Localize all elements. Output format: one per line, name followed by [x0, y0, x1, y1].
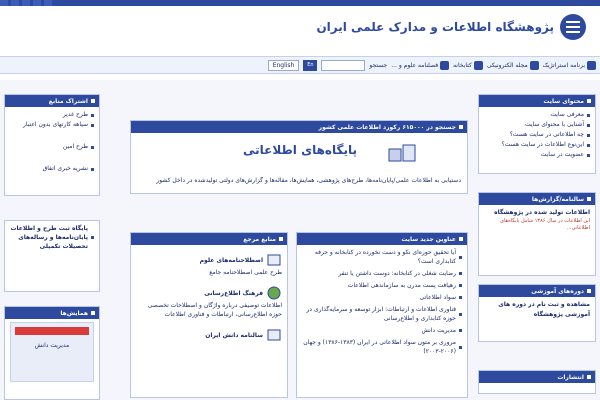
library-icon	[474, 61, 483, 70]
reference-desc: اطلاعات توصیفی درباره واژگان و اصطلاحات تخصصی حوزه اطلاع‌رسانی، ارتباطات و فناوری اطلاعات	[147, 302, 282, 318]
book-icon	[266, 252, 282, 268]
reference-item[interactable]	[136, 327, 282, 343]
nav-item-strategy[interactable]	[543, 61, 596, 70]
box-title: منابع مرجع	[243, 235, 276, 243]
list-item-label: معرفی سایت	[550, 111, 584, 118]
nav-item-ejournal[interactable]	[487, 61, 539, 70]
publications-box	[478, 370, 596, 394]
square-icon	[91, 99, 95, 103]
list-item[interactable]	[302, 293, 462, 302]
list-item-label: طرح امین	[62, 143, 88, 150]
reference-name: فرهنگ اطلاع‌رسانی	[204, 289, 263, 297]
list-item[interactable]	[10, 164, 94, 174]
square-icon	[587, 375, 591, 379]
list-item[interactable]	[484, 150, 590, 160]
reference-name: اصطلاحنامه‌های علوم	[199, 256, 263, 264]
header	[0, 6, 600, 54]
box-header	[479, 285, 595, 297]
nav-item-label: برنامه استراتژیک	[542, 61, 585, 69]
list-item-label: پایگاه ثبت طرح و اطلاعات پایان‌نامه‌ها و رساله‌های تحصیلات تکمیلی	[10, 225, 88, 250]
box-title: سالنامه‌/گزارش‌ها	[531, 195, 584, 203]
banner-description: دستیابی به اطلاعات علمی/پایان‌نامه‌ها، طرح‌های پژوهشی، همایش‌ها، مقاله‌ها و گزارش‌های دولتی تولیدشده در داخل کشور	[156, 177, 461, 184]
registration-box	[4, 220, 100, 292]
square-icon	[587, 197, 591, 201]
nav-item-label: کتابخانه	[453, 61, 472, 69]
list-item[interactable]	[302, 281, 462, 290]
list-item[interactable]	[484, 140, 590, 150]
list-item[interactable]	[302, 269, 462, 278]
nav-item-label: فصلنامه علوم و ...	[391, 61, 439, 69]
box-header	[131, 233, 287, 245]
training-box	[478, 284, 596, 342]
site-content-box	[478, 94, 596, 174]
list-item[interactable]	[10, 224, 94, 251]
nav-item-quarterly[interactable]	[391, 61, 449, 70]
search-label-text: جستجو	[369, 61, 388, 69]
reference-item[interactable]	[136, 252, 282, 268]
box-title: دوره‌های آموزشی	[531, 287, 584, 295]
conference-image[interactable]	[10, 322, 94, 382]
list-item-label: آشنایی با محتوای سایت	[524, 121, 584, 128]
banner-bar	[131, 121, 467, 133]
list-item-label: سیاهه کارتهای بدون اعتبار	[22, 121, 88, 128]
list-item-label: رضایت شغلی در کتابخانه: دوست داشتن یا تنفر	[338, 270, 456, 277]
language-button[interactable]: En	[303, 60, 317, 71]
reference-item[interactable]	[136, 285, 282, 301]
list-item[interactable]	[10, 110, 94, 120]
ejournal-icon	[530, 61, 539, 70]
list-item-label: عضویت در سایت	[540, 151, 584, 158]
square-icon	[91, 311, 95, 315]
banner-title: پایگاه‌های اطلاعاتی	[243, 143, 357, 157]
box-title: محتوای سایت	[543, 97, 584, 105]
list-item[interactable]	[10, 142, 94, 152]
reference-desc: طرح علمی اصطلاحنامه جامع	[209, 269, 282, 276]
box-header	[5, 95, 99, 107]
box-header	[479, 193, 595, 205]
square-icon	[459, 237, 463, 241]
databases-banner[interactable]	[130, 120, 468, 194]
site-title: پژوهشگاه اطلاعات و مدارک علمی ایران	[316, 20, 554, 34]
subscription-box	[4, 94, 100, 196]
list-item-label: چه اطلاعاتی در سایت هست؟	[509, 131, 584, 138]
banner-bar-text: جستجو در ۶۱۵۰۰۰ رکورد اطلاعات علمی کشور	[318, 123, 456, 131]
conferences-box	[4, 306, 100, 400]
box-header	[297, 233, 467, 245]
box-title: انتشارات	[557, 373, 584, 381]
list-item-label: آیا تحقیق حوزه‌ای نکو و دست نخورده در کتابخانه و حرفه کتابداری است؟	[314, 249, 456, 265]
database-icon	[387, 141, 417, 165]
quarterly-icon	[440, 61, 449, 70]
book-icon	[266, 327, 282, 343]
reference-name: سالنامه دانش ایران	[205, 331, 263, 339]
references-box	[130, 232, 288, 398]
list-item[interactable]	[302, 305, 462, 323]
globe-icon	[266, 285, 282, 301]
image-banner	[15, 327, 89, 335]
list-item-label: سواد اطلاعاتی	[419, 294, 456, 301]
square-icon	[459, 125, 463, 129]
yearbook-box	[478, 192, 596, 276]
search-label	[369, 62, 387, 69]
box-header	[479, 371, 595, 383]
box-title: همایش‌ها	[60, 309, 88, 317]
nav-item-label: مجله الکترونیکی	[486, 61, 528, 69]
site-logo-icon[interactable]	[560, 14, 586, 40]
search-input[interactable]	[321, 60, 365, 71]
list-item[interactable]	[302, 326, 462, 335]
list-item[interactable]	[484, 110, 590, 120]
list-item[interactable]	[484, 120, 590, 130]
square-icon	[279, 237, 283, 241]
square-icon	[587, 289, 591, 293]
new-titles-box	[296, 232, 468, 398]
list-item-label: طرح غدیر	[62, 111, 88, 118]
list-item[interactable]	[302, 248, 462, 266]
box-title: عناوین جدید سایت	[401, 235, 456, 243]
list-item[interactable]	[302, 338, 462, 356]
list-item[interactable]	[484, 130, 590, 140]
square-icon	[587, 99, 591, 103]
yearbook-heading[interactable]: اطلاعات تولید شده در پژوهشگاه	[494, 209, 590, 216]
navbar	[0, 56, 600, 74]
training-link[interactable]: مشاهده و ثبت نام در دوره های آموزشی پژوهشگاه	[498, 301, 590, 318]
image-caption: مدیریت دانش	[34, 342, 70, 349]
list-item-label: مدیریت دانش	[421, 327, 456, 334]
list-item-label: این‌نوع اطلاعات در سایت هست؟	[501, 141, 584, 148]
list-item-label: نشریه خبری اتفاق	[42, 165, 88, 172]
yearbook-note: این اطلاعات در سال ۱۳۸۶ شامل پایگاه‌های اطلاعاتی...	[500, 218, 590, 231]
box-title: اشتراک منابع	[48, 97, 88, 105]
nav-item-library[interactable]	[453, 61, 483, 70]
strategy-icon	[587, 61, 596, 70]
list-item-label: رهیافت پست مدرن به سازماندهی اطلاعات	[347, 282, 456, 289]
box-header	[479, 95, 595, 107]
main-area	[0, 80, 600, 400]
list-item-label: مروری بر متون سواد اطلاعاتی در ایران (۱۳۸۳-۱۳۸۶) و جهان (۲۰۰۶-۲۰۰۳)	[303, 339, 456, 355]
box-header	[5, 307, 99, 319]
list-item-label: فناوری اطلاعات و ارتباطات: ابزار توسعه و سرمایه‌گذاری در حوزه کتابداری و اطلاع‌رسانی	[306, 306, 456, 322]
list-item[interactable]	[10, 120, 94, 130]
english-link[interactable]: English	[268, 60, 300, 71]
